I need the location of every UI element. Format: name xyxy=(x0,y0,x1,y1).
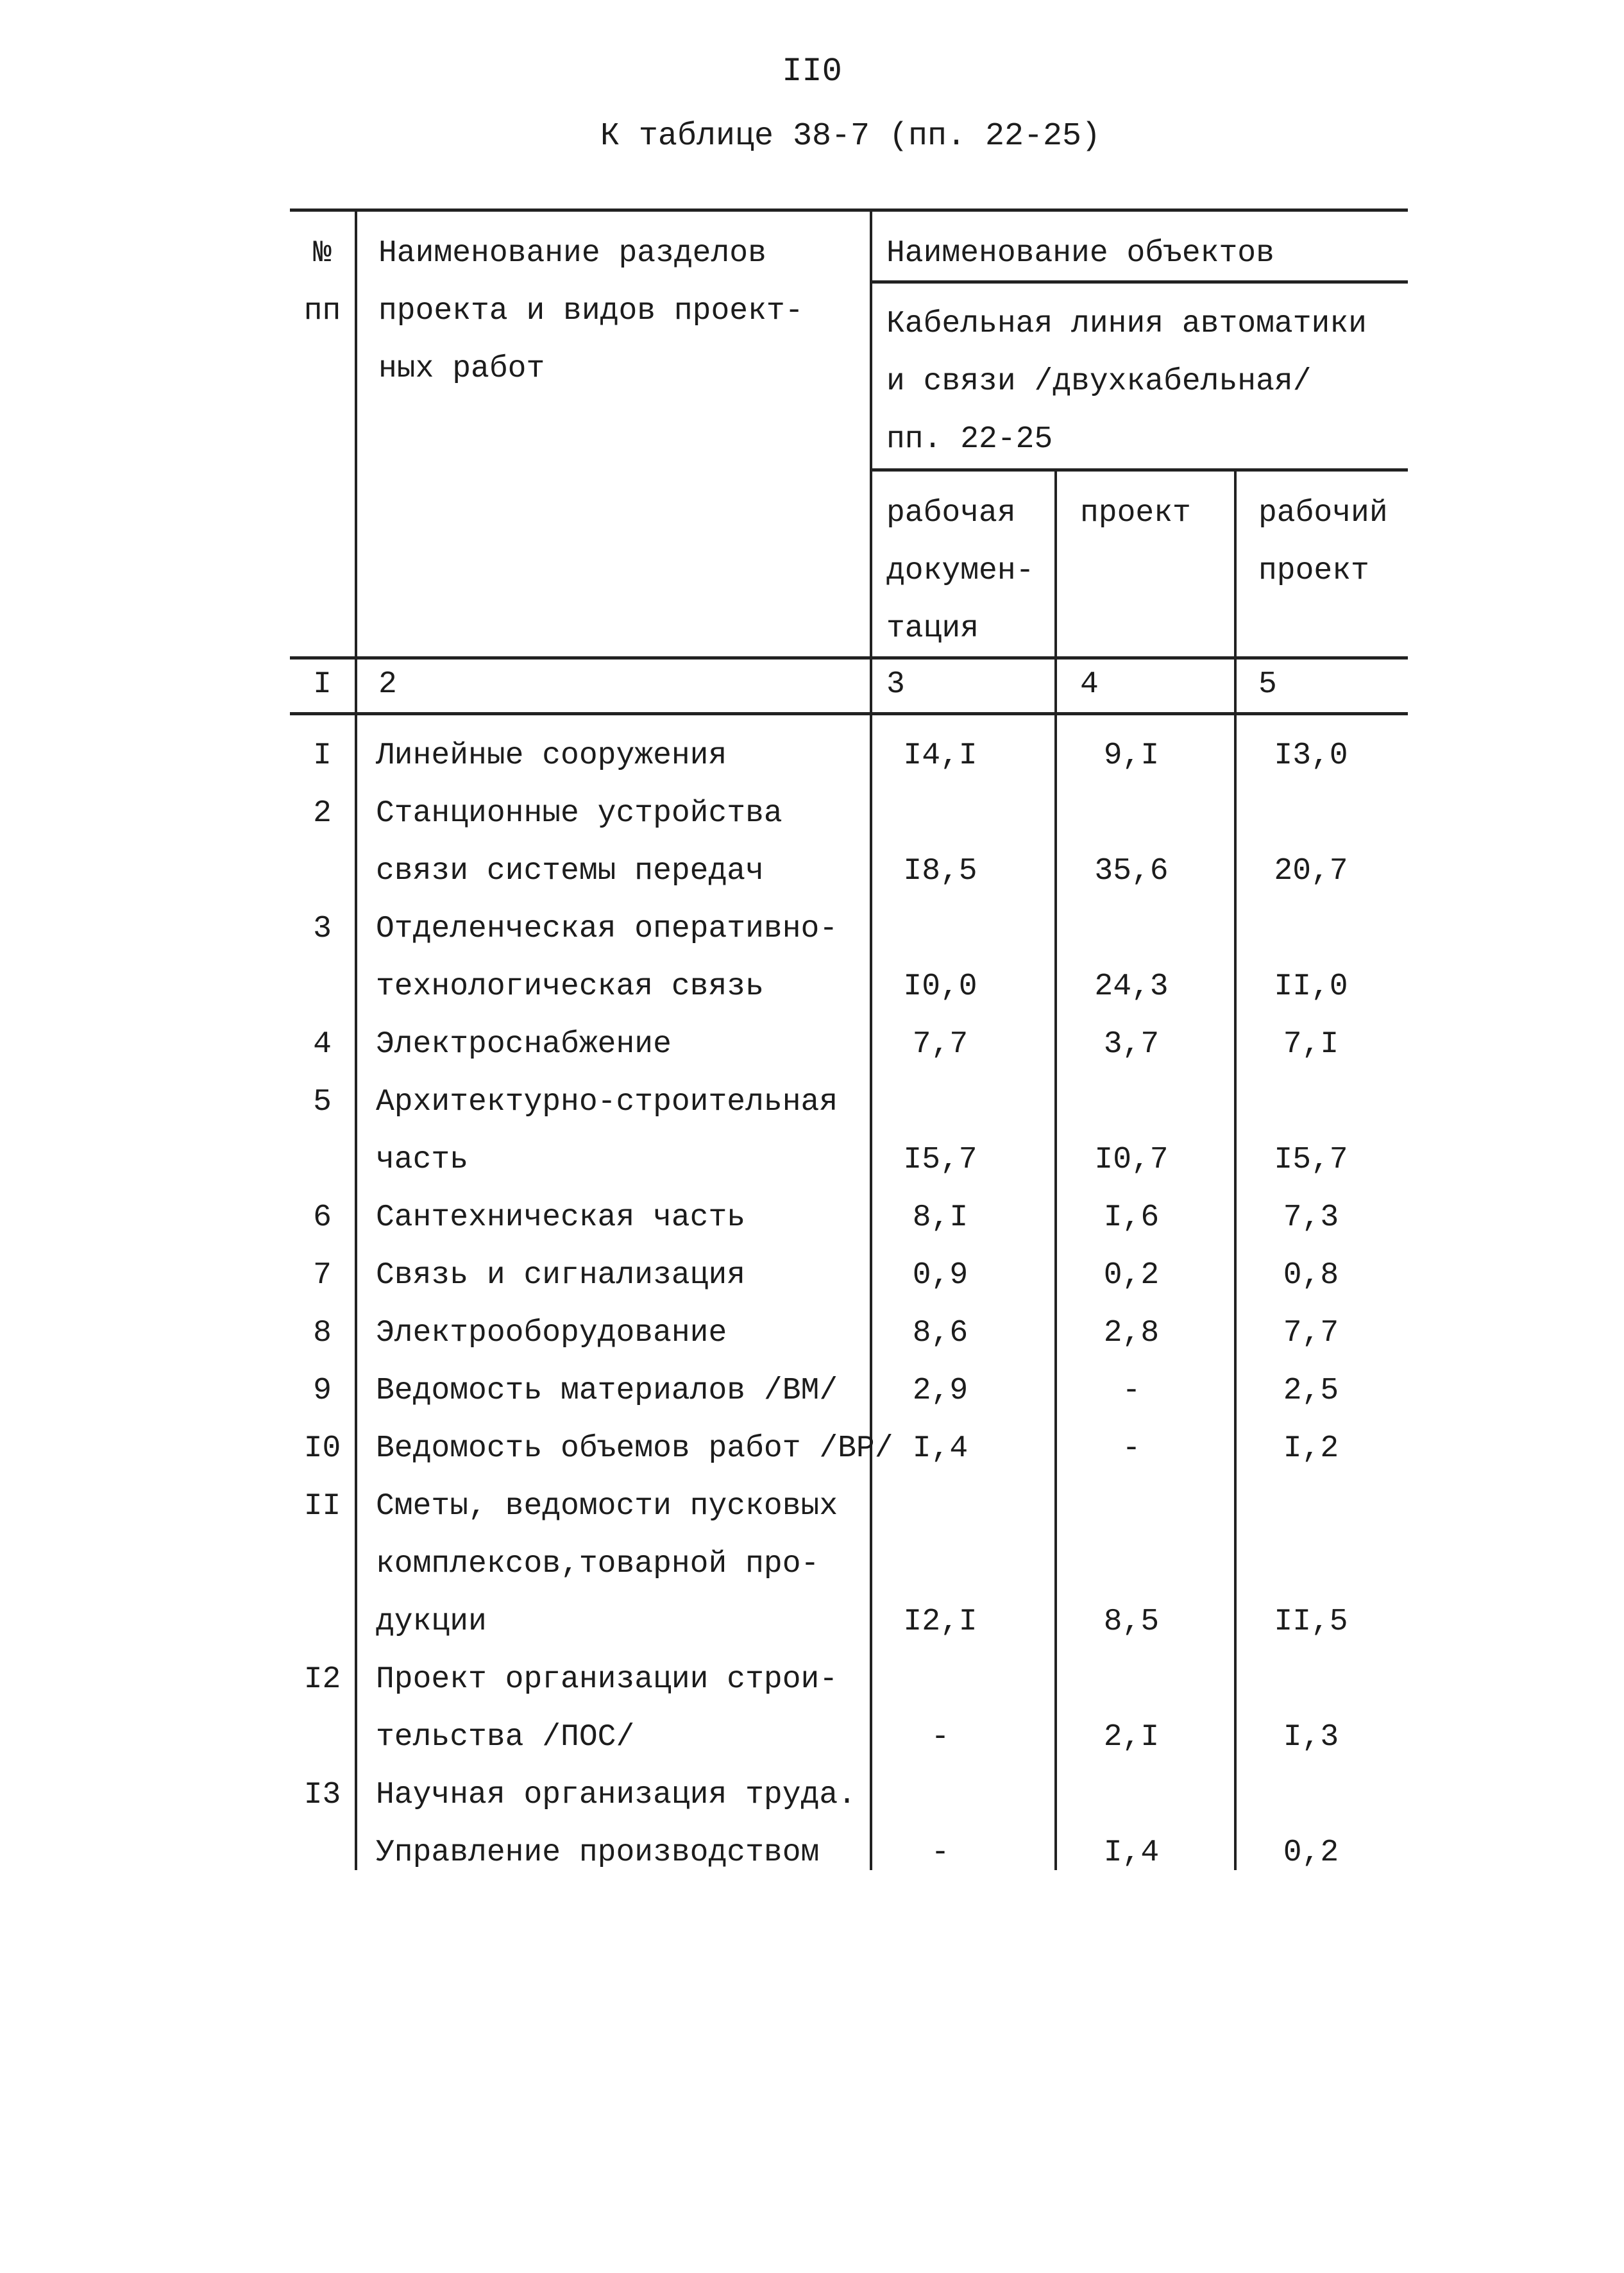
row-section-name: Связь и сигнализация xyxy=(376,1258,746,1293)
row-value-working-docs: I2,I xyxy=(903,1605,977,1639)
header-number-label: пп xyxy=(303,294,341,328)
row-value-working-docs: 8,6 xyxy=(912,1316,968,1350)
row-value-project: - xyxy=(1122,1431,1141,1466)
col-divider-1 xyxy=(355,212,357,1870)
header-bottom-rule xyxy=(290,656,1408,660)
row-value-working-docs: I8,5 xyxy=(903,854,977,889)
row-section-name: Управление производством xyxy=(376,1835,820,1870)
row-section-name: Ведомость объемов работ /ВР/ xyxy=(376,1431,893,1466)
row-number: 9 xyxy=(313,1374,332,1408)
table-top-rule xyxy=(290,209,1408,212)
row-value-working-project: 20,7 xyxy=(1274,854,1348,889)
col-divider-3 xyxy=(1054,472,1057,1870)
row-section-name: тельства /ПОС/ xyxy=(376,1720,635,1755)
row-value-working-project: II,0 xyxy=(1274,969,1348,1004)
column-number: I xyxy=(313,667,332,702)
row-value-working-docs: - xyxy=(931,1720,950,1755)
row-value-working-project: I,3 xyxy=(1283,1720,1339,1755)
row-number: I0 xyxy=(303,1431,341,1466)
row-section-name: Линейные сооружения xyxy=(376,738,727,773)
column-number: 2 xyxy=(378,667,397,702)
header-section-label: ных работ xyxy=(378,352,545,386)
header-objects-title: Наименование объектов xyxy=(886,236,1274,271)
row-value-working-docs: 7,7 xyxy=(912,1027,968,1062)
header-section-label: проекта и видов проект- xyxy=(378,294,804,328)
column-number: 3 xyxy=(886,667,905,702)
row-section-name: Электрооборудование xyxy=(376,1316,727,1350)
row-number: 8 xyxy=(313,1316,332,1350)
row-value-working-docs: I0,0 xyxy=(903,969,977,1004)
row-value-working-docs: I,4 xyxy=(912,1431,968,1466)
row-value-working-project: I,2 xyxy=(1283,1431,1339,1466)
row-value-project: 0,2 xyxy=(1103,1258,1160,1293)
row-number: I2 xyxy=(303,1662,341,1697)
row-section-name: Электроснабжение xyxy=(376,1027,672,1062)
row-value-working-project: 7,I xyxy=(1283,1027,1339,1062)
row-value-working-docs: I4,I xyxy=(903,738,977,773)
row-section-name: технологическая связь xyxy=(376,969,764,1004)
header-object-name: пп. 22-25 xyxy=(886,422,1053,457)
row-number: 4 xyxy=(313,1027,332,1062)
column-number: 5 xyxy=(1258,667,1277,702)
header-subcol-working-project: проект xyxy=(1258,554,1369,588)
header-subcol-working-docs: тация xyxy=(886,611,979,646)
row-section-name: Проект организации строи- xyxy=(376,1662,838,1697)
col-divider-4 xyxy=(1234,472,1237,1870)
row-value-working-project: 2,5 xyxy=(1283,1374,1339,1408)
row-value-working-docs: 2,9 xyxy=(912,1374,968,1408)
row-value-working-project: 0,2 xyxy=(1283,1835,1339,1870)
row-number: 2 xyxy=(313,796,332,831)
row-section-name: Станционные устройства xyxy=(376,796,782,831)
row-section-name: связи системы передач xyxy=(376,854,764,889)
row-value-project: 3,7 xyxy=(1103,1027,1160,1062)
row-value-project: I0,7 xyxy=(1094,1143,1169,1177)
header-number-label: № xyxy=(313,236,332,271)
row-section-name: Научная организация труда. xyxy=(376,1778,856,1812)
row-section-name: комплексов,товарной про- xyxy=(376,1547,820,1581)
row-section-name: Сантехническая часть xyxy=(376,1200,746,1235)
row-value-working-project: I5,7 xyxy=(1274,1143,1348,1177)
column-number: 4 xyxy=(1080,667,1099,702)
row-section-name: Отделенческая оперативно- xyxy=(376,912,838,946)
row-number: 5 xyxy=(313,1085,332,1119)
row-number: II xyxy=(303,1489,341,1524)
row-value-working-docs: - xyxy=(931,1835,950,1870)
col-numbers-rule xyxy=(290,712,1408,715)
table-caption: К таблице 38-7 (пп. 22-25) xyxy=(600,118,1101,155)
row-number: I3 xyxy=(303,1778,341,1812)
header-object-name: Кабельная линия автоматики xyxy=(886,307,1367,341)
row-value-project: - xyxy=(1122,1374,1141,1408)
header-subcol-working-docs: рабочая xyxy=(886,496,1016,531)
header-subcol-working-project: рабочий xyxy=(1258,496,1388,531)
header-section-label: Наименование разделов xyxy=(378,236,766,271)
row-value-working-project: 0,8 xyxy=(1283,1258,1339,1293)
row-value-project: 8,5 xyxy=(1103,1605,1160,1639)
row-value-project: 35,6 xyxy=(1094,854,1169,889)
page-number: II0 xyxy=(782,53,842,90)
col-divider-2 xyxy=(870,212,872,1870)
header-subcol-project: проект xyxy=(1080,496,1191,531)
row-value-working-project: 7,3 xyxy=(1283,1200,1339,1235)
row-value-project: I,4 xyxy=(1103,1835,1160,1870)
row-value-working-project: I3,0 xyxy=(1274,738,1348,773)
row-number: 3 xyxy=(313,912,332,946)
row-section-name: часть xyxy=(376,1143,469,1177)
row-value-working-docs: 8,I xyxy=(912,1200,968,1235)
row-value-project: I,6 xyxy=(1103,1200,1160,1235)
row-value-working-project: 7,7 xyxy=(1283,1316,1339,1350)
row-section-name: Архитектурно-строительная xyxy=(376,1085,838,1119)
row-value-project: 2,8 xyxy=(1103,1316,1160,1350)
row-number: 7 xyxy=(313,1258,332,1293)
row-value-project: 24,3 xyxy=(1094,969,1169,1004)
row-number: I xyxy=(313,738,332,773)
header-object-name: и связи /двухкабельная/ xyxy=(886,364,1312,399)
row-value-working-project: II,5 xyxy=(1274,1605,1348,1639)
object-name-rule xyxy=(870,468,1408,472)
row-section-name: Сметы, ведомости пусковых xyxy=(376,1489,838,1524)
row-section-name: дукции xyxy=(376,1605,487,1639)
header-subcol-working-docs: докумен- xyxy=(886,554,1035,588)
row-section-name: Ведомость материалов /ВМ/ xyxy=(376,1374,838,1408)
row-value-project: 2,I xyxy=(1103,1720,1160,1755)
row-value-working-docs: I5,7 xyxy=(903,1143,977,1177)
row-number: 6 xyxy=(313,1200,332,1235)
row-value-working-docs: 0,9 xyxy=(912,1258,968,1293)
row-value-project: 9,I xyxy=(1103,738,1160,773)
